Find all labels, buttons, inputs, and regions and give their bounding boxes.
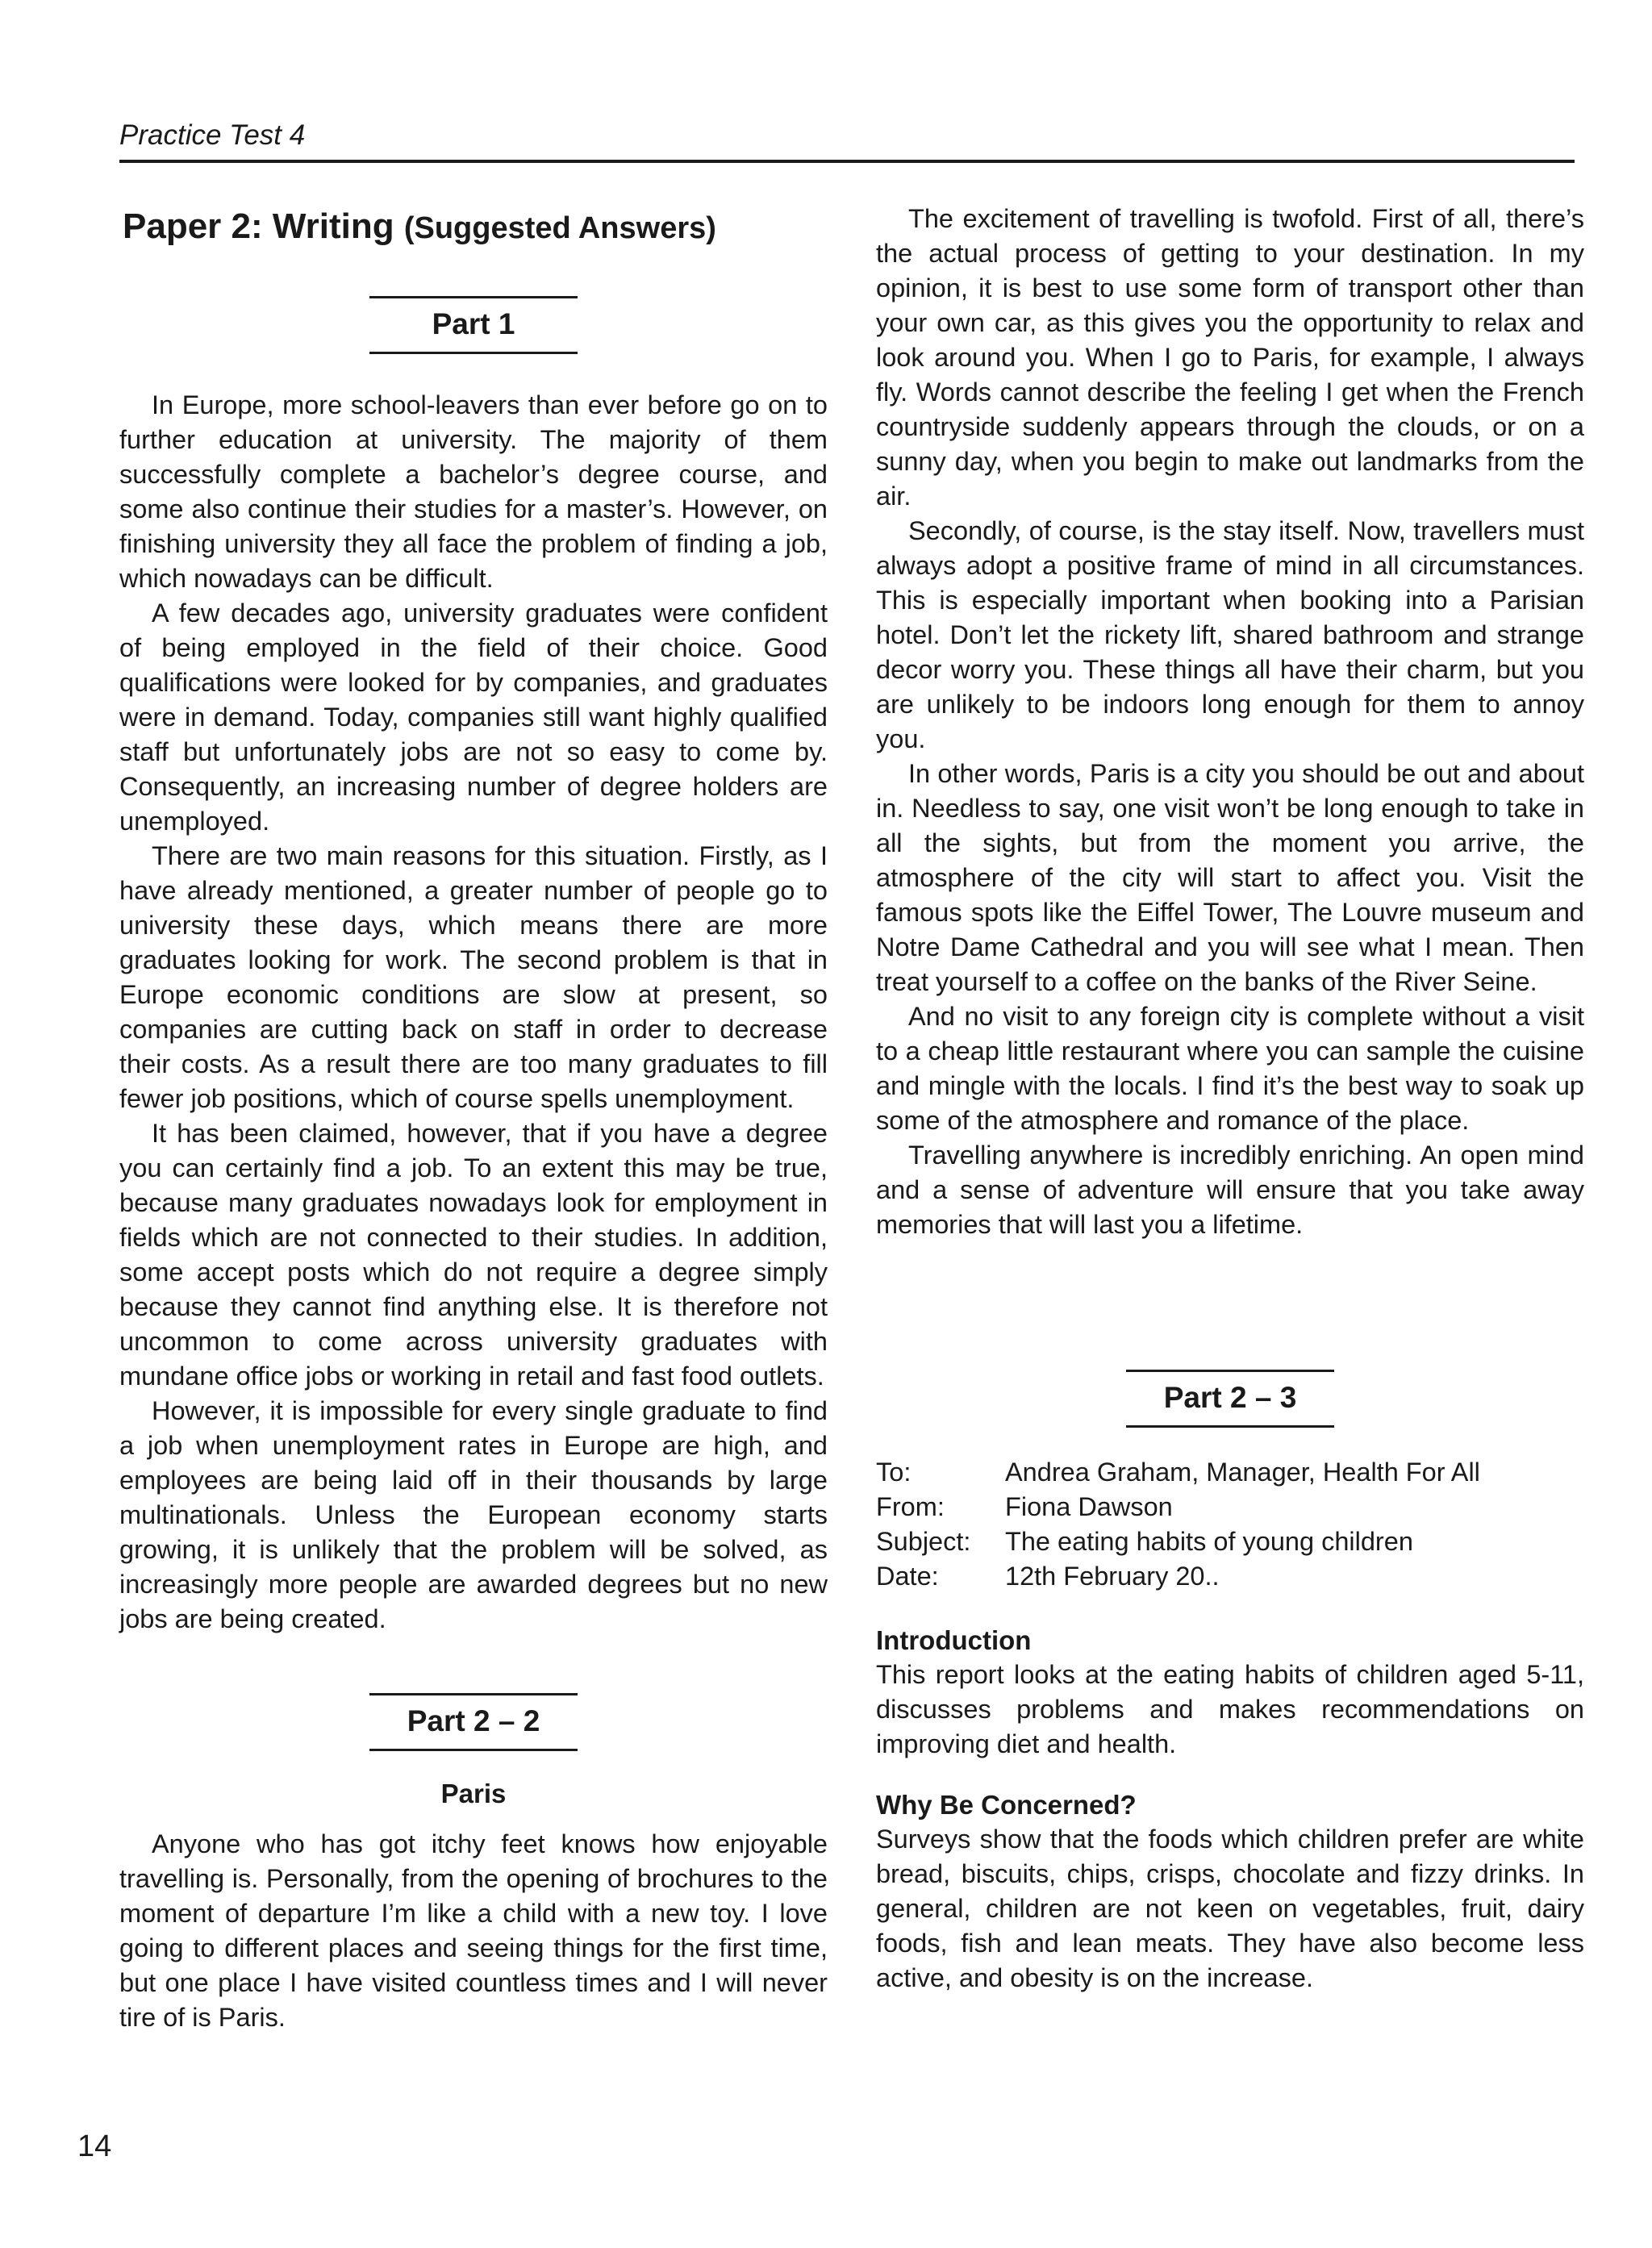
paris-paragraph-1: Anyone who has got itchy feet knows how enjoyable travelling is. Personally, from the opening of brochures to the moment of departure I’m like a child with a new toy. I love going to different places and seeing things for the first time, but one place I have visited countless times and I will never tire of is Paris. (119, 1829, 828, 2033)
part1-paragraph-5: However, it is impossible for every single graduate to find a job when unemployment rates in Europe are high, and employees are being laid off in their thousands by large multinationals. Unless the European economy starts growing, it is unlikely that the problem will be solved, as increasingly more people are awarded degrees but no new jobs are being created. (119, 1396, 828, 1634)
part1-heading: Part 1 (369, 296, 578, 354)
header-rule (119, 160, 1575, 163)
memo-value: 12th February 20.. (1005, 1562, 1220, 1591)
paris-paragraph-2: The excitement of travelling is twofold. First of all, there’s the actual process of getting to your destination. In my opinion, it is best to use some form of transport other than your own car, as this gives you the opportunity to relax and look around you. When I go to Paris, for example, I always fly. Words cannot describe the feeling I get when the French countryside suddenly appears through the clouds, or on a sunny day, when you begin to make out landmarks from the air. (876, 204, 1584, 511)
paper-title-subtitle: (Suggested Answers) (403, 211, 716, 245)
part1-paragraph-4: It has been claimed, however, that if you have a degree you can certainly find a job. To an extent this may be true, because many graduates nowadays look for employment in fields which are not connected to their studies. In addition, some accept posts which do not require a degree simply because they cannot find anything else. It is therefore not uncommon to come across university graduates with mundane office jobs or working in retail and fast food outlets. (119, 1119, 828, 1391)
why-concerned-heading: Why Be Concerned? (876, 1790, 1137, 1821)
part1-paragraph-2: A few decades ago, university graduates were confident of being employed in the field of their choice. Good qualifications were looked for by companies, and graduates were in demand. Today, companies still want highly qualified staff but unfortunately jobs are not so easy to come by. Consequently, an increasing number of degree holders are unemployed. (119, 598, 828, 836)
memo-label: To: (876, 1458, 912, 1487)
left-column (119, 194, 828, 2035)
memo-value: The eating habits of young children (1005, 1527, 1413, 1557)
memo-label: Subject: (876, 1527, 971, 1557)
report-memo-header (876, 1455, 1584, 1594)
memo-row-subject (876, 1524, 1584, 1559)
part1-essay (119, 388, 828, 1637)
paris-paragraph-4: In other words, Paris is a city you should be out and about in. Needless to say, one visit won’t be long enough to take in all the sights, but from the moment you arrive, the atmosphere of the city will start to affect you. Visit the famous spots like the Eiffel Tower, The Louvre museum and Notre Dame Cathedral and you will see what I mean. Then treat yourself to a coffee on the banks of the River Seine. (876, 759, 1584, 996)
paris-paragraph-3: Secondly, of course, is the stay itself. Now, travellers must always adopt a positive frame of mind in all circumstances. This is especially important when booking into a Parisian hotel. Don’t let the rickety lift, shared bathroom and strange decor worry you. These things all have their charm, but you are unlikely to be indoors long enough for them to annoy you. (876, 516, 1584, 753)
memo-row-from (876, 1490, 1584, 1524)
memo-label: From: (876, 1492, 945, 1522)
memo-row-to (876, 1455, 1584, 1490)
introduction-text: This report looks at the eating habits of children aged 5-11, discusses problems and makes recommendations on improving diet and health. (876, 1660, 1584, 1759)
part2-3-heading: Part 2 – 3 (1126, 1370, 1334, 1428)
why-concerned-text: Surveys show that the foods which children prefer are white bread, biscuits, chips, crisps, chocolate and fizzy drinks. In general, children are not keen on vegetables, fruit, dairy foods, fish and lean meats. They have also become less active, and obesity is on the increase. (876, 1825, 1584, 1993)
paris-paragraph-6: Travelling anywhere is incredibly enriching. An open mind and a sense of adventure will ensure that you take away memories that will last you a lifetime. (876, 1141, 1584, 1239)
running-head: Practice Test 4 (119, 119, 306, 151)
part1-paragraph-1: In Europe, more school-leavers than ever before go on to further education at university. The majority of them successfully complete a bachelor’s degree course, and some also continue their studies for a master’s. However, on finishing university they all face the problem of finding a job, which nowadays can be difficult. (119, 390, 828, 594)
paris-essay-title: Paris (440, 1779, 507, 1809)
right-column (876, 202, 1584, 2021)
part2-2-heading: Part 2 – 2 (369, 1693, 578, 1751)
memo-row-date (876, 1559, 1584, 1594)
memo-label: Date: (876, 1562, 939, 1591)
page-number: 14 (77, 2129, 112, 2163)
paper-title (123, 203, 828, 249)
paris-paragraph-5: And no visit to any foreign city is complete without a visit to a cheap little restaurant where you can sample the cuisine and mingle with the locals. I find it’s the best way to soak up some of the atmosphere and romance of the place. (876, 1002, 1584, 1135)
memo-value: Andrea Graham, Manager, Health For All (1005, 1458, 1480, 1487)
memo-value: Fiona Dawson (1005, 1492, 1173, 1522)
paper-title-main: Paper 2: Writing (123, 206, 394, 246)
part1-paragraph-3: There are two main reasons for this situation. Firstly, as I have already mentioned, a greater number of people go to university these days, which means there are more graduates looking for work. The second problem is that in Europe economic conditions are slow at present, so companies are cutting back on staff in order to decrease their costs. As a result there are too many graduates to fill fewer job positions, which of course spells unemployment. (119, 841, 828, 1114)
introduction-heading: Introduction (876, 1625, 1032, 1656)
